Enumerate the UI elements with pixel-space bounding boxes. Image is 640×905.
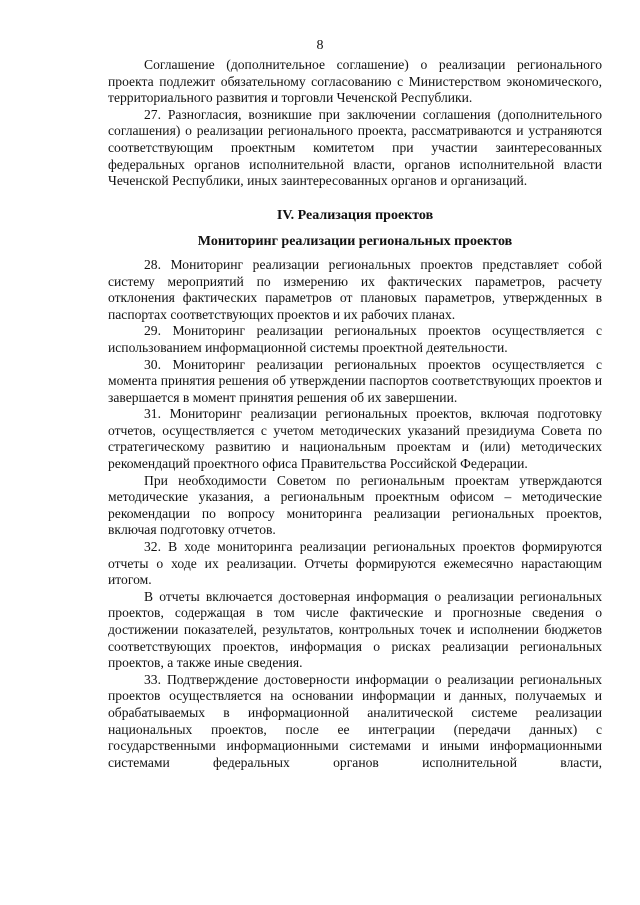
paragraph-31: 31. Мониторинг реализации региональных проектов, включая подготовку отчетов, осуществляется с учетом методических указаний президиума Совета по стратегическому развитию и национальным проектам и (или) методических рекомендаций проектного офиса Правительства Российской Федерации. (108, 406, 602, 472)
paragraph-33: 33. Подтверждение достоверности информации о реализации региональных проектов осуществляется на основании информации и данных, получаемых и обрабатываемых в информационной аналитической системе реализации национальных проектов, после ее интеграции (передачи данных) с государственными информационными системами и иными информационными системами федеральных органов исполнительной власти, (108, 671, 602, 770)
document-body (108, 57, 602, 771)
section-title: IV. Реализация проектов (276, 207, 434, 223)
paragraph-reports-content: В отчеты включается достоверная информация о реализации региональных проектов, содержащая в том числе фактические и прогнозные сведения о достижении показателей, результатов, контрольных точек и исполнении бюджетов соответствующих проектов, информация о рисках реализации региональных проектов, а также иные сведения. (108, 588, 602, 671)
paragraph-agreement: Соглашение (дополнительное соглашение) о реализации регионального проекта подлежит обязательному согласованию с Министерством экономического, территориального развития и торговли Чеченской Республики. (108, 57, 602, 106)
paragraph-32: 32. В ходе мониторинга реализации региональных проектов формируются отчеты о ходе их реализации. Отчеты формируются ежемесячно нарастающим итогом. (108, 539, 602, 588)
page-number: 8 (316, 38, 324, 53)
subsection-title: Мониторинг реализации региональных проектов (197, 234, 513, 250)
paragraph-28: 28. Мониторинг реализации региональных проектов представляет собой систему мероприятий по измерению их фактических параметров, расчету отклонения фактических параметров от плановых параметров, утвержденных в паспортах соответствующих проектов и их рабочих планах. (108, 256, 602, 322)
paragraph-30: 30. Мониторинг реализации региональных проектов осуществляется с момента принятия решения об утверждении паспортов соответствующих проектов и завершается в момент принятия решения об их завершении. (108, 356, 602, 405)
paragraph-29: 29. Мониторинг реализации региональных проектов осуществляется с использованием информационной системы проектной деятельности. (108, 323, 602, 355)
paragraph-27: 27. Разногласия, возникшие при заключении соглашения (дополнительного соглашения) о реализации регионального проекта, рассматриваются и устраняются соответствующим проектным комитетом при участии заинтересованных федеральных органов исполнительной власти, органов исполнительной власти Чеченской Республики, иных заинтересованных органов и организаций. (108, 106, 602, 189)
paragraph-methodical: При необходимости Советом по региональным проектам утверждаются методические указания, а региональным проектным офисом – методические рекомендации по вопросу мониторинга реализации региональных проектов, включая подготовку отчетов. (108, 472, 602, 538)
